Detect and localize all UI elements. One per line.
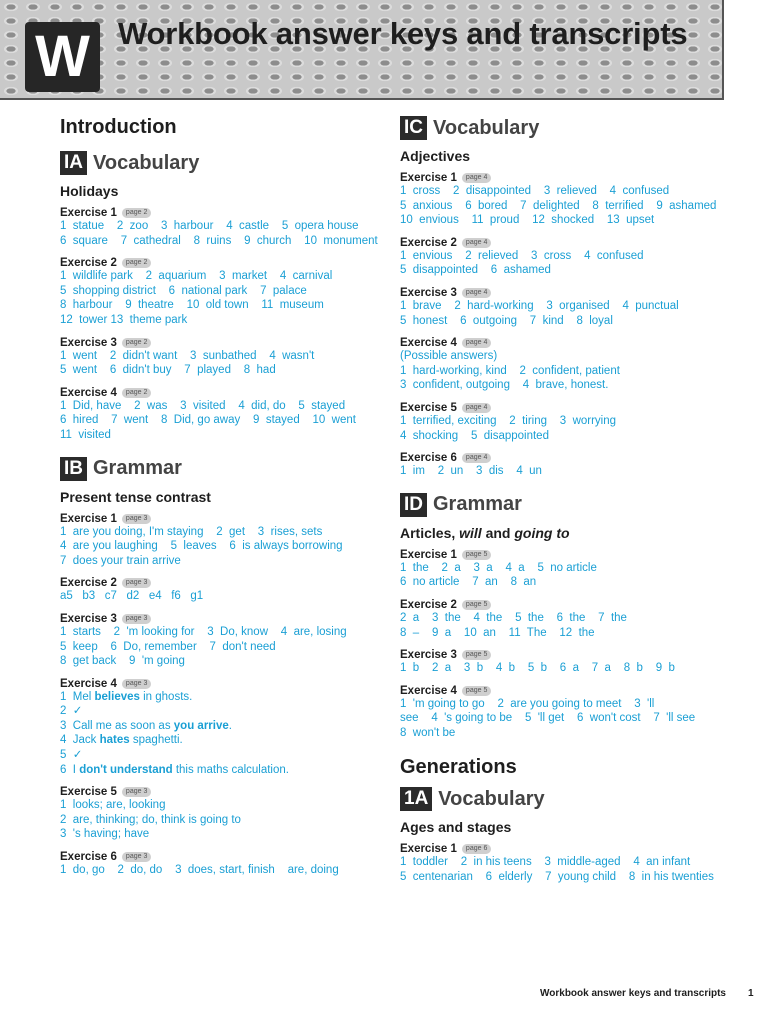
answer-line: 4 are you laughing 5 leaves 6 is always borrowing [60, 540, 343, 553]
exercise-block [400, 685, 730, 741]
exercise-title: Exercise 1 [400, 548, 457, 561]
exercise-title: Exercise 1 [400, 172, 457, 184]
exercise-block [400, 843, 730, 884]
exercise-note: (Possible answers) [400, 350, 498, 363]
answer-line: 1 Did, have 2 was 3 visited 4 did, do 5 stayed [60, 399, 346, 412]
header-banner [0, 0, 724, 100]
topic-heading: Adjectives [400, 148, 471, 164]
footer-title: Workbook answer keys and transcripts [540, 988, 726, 999]
exercise-title: Exercise 3 [60, 336, 117, 349]
answer-line: 1 went 2 didn't want 3 sunbathed 4 wasn't [60, 349, 315, 362]
answer-line: see 4 's going to be 5 'll get 6 won't cost 7 'll see [400, 712, 696, 725]
exercise-title: Exercise 1 [60, 207, 117, 219]
exercise-title: Exercise 3 [60, 612, 117, 625]
answer-line: 5 ✓ [60, 749, 83, 762]
exercise-title: Exercise 2 [400, 598, 457, 611]
answer-line: 2 are, thinking; do, think is going to [60, 813, 241, 826]
topic-heading [400, 525, 730, 541]
exercise-block [400, 172, 730, 228]
answer-line [60, 733, 390, 748]
topic-italic: going to [514, 524, 570, 541]
exercise-title: Exercise 5 [400, 401, 457, 414]
page-badge: page 2 [122, 338, 151, 348]
answer-line: 3 confident, outgoing 4 brave, honest. [400, 379, 609, 392]
page-badge: page 3 [122, 578, 151, 588]
page-badge: page 4 [462, 288, 491, 298]
answer-line: 5 anxious 6 bored 7 delighted 8 terrified 9 ashamed [400, 199, 717, 212]
answer-line: 6 hired 7 went 8 Did, go away 9 stayed 10 went [60, 414, 356, 427]
page-badge: page 2 [122, 388, 151, 398]
answer-line: 1 wildlife park 2 aquarium 3 market 4 carnival [60, 270, 333, 283]
introduction-heading: Introduction [60, 116, 177, 138]
exercise-block [60, 207, 390, 248]
answer-line: 5 went 6 didn't buy 7 played 8 had [60, 364, 276, 377]
page-badge: page 5 [462, 650, 491, 660]
answer-line: 1 envious 2 relieved 3 cross 4 confused [400, 249, 644, 262]
page-footer [540, 988, 754, 999]
answer-text: 6 I [60, 763, 80, 776]
unit-heading-id [400, 493, 730, 517]
answer-line: 1 are you doing, I'm staying 2 get 3 rises, sets [60, 525, 323, 538]
exercise-title: Exercise 2 [60, 577, 117, 590]
answer-line: 1 the 2 a 3 a 4 a 5 no article [400, 561, 597, 574]
exercise-title: Exercise 4 [400, 337, 457, 350]
exercise-block [60, 337, 390, 378]
unit-code: IB [60, 457, 87, 481]
answer-line: 1 toddler 2 in his teens 3 middle-aged 4 an infant [400, 856, 691, 869]
answer-line: 6 square 7 cathedral 8 ruins 9 church 10 monument [60, 234, 378, 247]
answer-bold: you arrive [173, 719, 229, 732]
exercise-title: Exercise 5 [60, 786, 117, 799]
answer-line [60, 719, 390, 734]
exercise-title: Exercise 4 [400, 684, 457, 697]
exercise-title: Exercise 3 [400, 286, 457, 299]
topic-text: Articles, [400, 524, 460, 541]
exercise-block [400, 287, 730, 328]
unit-title: Vocabulary [433, 116, 540, 139]
unit-title: Vocabulary [93, 151, 200, 174]
answer-line: 12 tower 13 theme park [60, 313, 188, 326]
page-badge: page 4 [462, 238, 491, 248]
exercise-title: Exercise 3 [400, 649, 457, 662]
unit-heading-ia [60, 151, 390, 175]
answer-line: 4 shocking 5 disappointed [400, 429, 549, 442]
exercise-block [60, 257, 390, 327]
left-column [60, 116, 390, 887]
answer-line: 2 ✓ [60, 705, 83, 718]
answer-line: 1 terrified, exciting 2 tiring 3 worrying [400, 414, 617, 427]
answer-line: 5 disappointed 6 ashamed [400, 264, 551, 277]
answer-line [60, 690, 390, 705]
exercise-title: Exercise 4 [60, 386, 117, 399]
unit-title: Grammar [433, 493, 522, 516]
exercise-block [60, 577, 390, 604]
exercise-title: Exercise 2 [400, 236, 457, 249]
topic-text: and [481, 524, 515, 541]
answer-line: 1 hard-working, kind 2 confident, patient [400, 364, 620, 377]
unit-code: 1A [400, 787, 432, 811]
answer-line: 11 visited [60, 428, 111, 441]
page-badge: page 6 [462, 844, 491, 854]
topic-heading: Present tense contrast [60, 488, 211, 505]
answer-text: in ghosts. [139, 690, 193, 703]
answer-line: 5 honest 6 outgoing 7 kind 8 loyal [400, 314, 613, 327]
page-badge: page 5 [462, 686, 491, 696]
answer-line: 10 envious 11 proud 12 shocked 13 upset [400, 214, 655, 227]
unit-code: ID [400, 493, 427, 517]
exercise-block [400, 599, 730, 640]
page-badge: page 2 [122, 208, 151, 218]
unit-title: Grammar [93, 457, 182, 480]
exercise-block [60, 851, 390, 878]
answer-line: 1 im 2 un 3 dis 4 un [400, 465, 542, 478]
answer-text: 4 Jack [60, 734, 100, 747]
answer-line: 1 'm going to go 2 are you going to meet 3 'll [400, 697, 655, 710]
unit-code: IC [400, 116, 427, 140]
generations-heading: Generations [400, 756, 517, 779]
page-badge: page 5 [462, 550, 491, 560]
section-letter-badge: W [25, 22, 100, 92]
exercise-title: Exercise 2 [60, 257, 117, 270]
answer-text: spaghetti. [129, 734, 183, 747]
page-badge: page 4 [462, 173, 491, 183]
topic-heading: Ages and stages [400, 819, 512, 836]
answer-line: 8 harbour 9 theatre 10 old town 11 museum [60, 299, 324, 312]
answer-line: 1 b 2 a 3 b 4 b 5 b 6 a 7 a 8 b 9 b [400, 662, 675, 675]
answer-line: 5 shopping district 6 national park 7 palace [60, 284, 307, 297]
exercise-block [400, 649, 730, 676]
page-badge: page 3 [122, 679, 151, 689]
exercise-block [400, 402, 730, 443]
page-title: Workbook answer keys and transcripts [118, 16, 688, 51]
topic-heading: Holidays [60, 183, 119, 199]
unit-heading-ib [60, 457, 390, 481]
answer-line: 1 looks; are, looking [60, 799, 166, 812]
answer-line: 7 does your train arrive [60, 554, 181, 567]
exercise-block [60, 786, 390, 842]
exercise-block [400, 452, 730, 479]
unit-heading-ic [400, 116, 730, 140]
answer-bold: hates [99, 734, 130, 747]
answer-line: 3 's having; have [60, 828, 150, 841]
answer-text: . [228, 719, 232, 732]
exercise-title: Exercise 4 [60, 677, 117, 690]
answer-line: 1 brave 2 hard-working 3 organised 4 punctual [400, 299, 679, 312]
exercise-title: Exercise 6 [60, 851, 117, 864]
right-column [400, 116, 730, 894]
page-badge: page 5 [462, 600, 491, 610]
exercise-block [60, 678, 390, 778]
exercise-title: Exercise 1 [400, 843, 457, 856]
answer-line: 6 no article 7 an 8 an [400, 576, 537, 589]
exercise-title: Exercise 6 [400, 452, 457, 465]
answer-line: 8 – 9 a 10 an 11 The 12 the [400, 626, 595, 639]
answer-line: 8 get back 9 'm going [60, 655, 185, 668]
exercise-title: Exercise 1 [60, 512, 117, 525]
page-badge: page 3 [122, 614, 151, 624]
topic-italic: will [459, 524, 482, 541]
answer-line: 1 statue 2 zoo 3 harbour 4 castle 5 opera house [60, 220, 359, 232]
page-badge: page 3 [122, 852, 151, 862]
unit-heading-1a [400, 787, 730, 811]
answer-line: 2 a 3 the 4 the 5 the 6 the 7 the [400, 611, 627, 624]
page-badge: page 4 [462, 453, 491, 463]
answer-bold: don't understand [79, 763, 173, 776]
exercise-block [400, 337, 730, 393]
page-badge: page 4 [462, 338, 491, 348]
answer-line: 5 keep 6 Do, remember 7 don't need [60, 640, 276, 653]
page-badge: page 2 [122, 258, 151, 268]
page-badge: page 3 [122, 787, 151, 797]
answer-text: 3 Call me as soon as [60, 719, 174, 732]
answer-text: 1 Mel [60, 690, 95, 703]
answer-text: this maths calculation. [172, 763, 289, 776]
exercise-block [60, 387, 390, 443]
answer-line: 1 do, go 2 do, do 3 does, start, finish are, doing [60, 864, 339, 877]
answer-line: 1 starts 2 'm looking for 3 Do, know 4 are, losing [60, 625, 347, 638]
answer-line: a5 b3 c7 d2 e4 f6 g1 [60, 590, 204, 603]
exercise-block [60, 513, 390, 569]
exercise-block [400, 549, 730, 590]
answer-line [60, 763, 390, 778]
page-badge: page 3 [122, 514, 151, 524]
answer-line: 1 cross 2 disappointed 3 relieved 4 confused [400, 185, 670, 197]
page-number: 1 [748, 988, 754, 999]
exercise-block [60, 613, 390, 669]
answer-bold: believes [94, 690, 140, 703]
unit-title: Vocabulary [438, 787, 545, 810]
page-badge: page 4 [462, 403, 491, 413]
answer-line: 5 centenarian 6 elderly 7 young child 8 in his twenties [400, 871, 714, 884]
answer-line: 8 won't be [400, 726, 456, 739]
unit-code: IA [60, 151, 87, 175]
exercise-block [400, 237, 730, 278]
